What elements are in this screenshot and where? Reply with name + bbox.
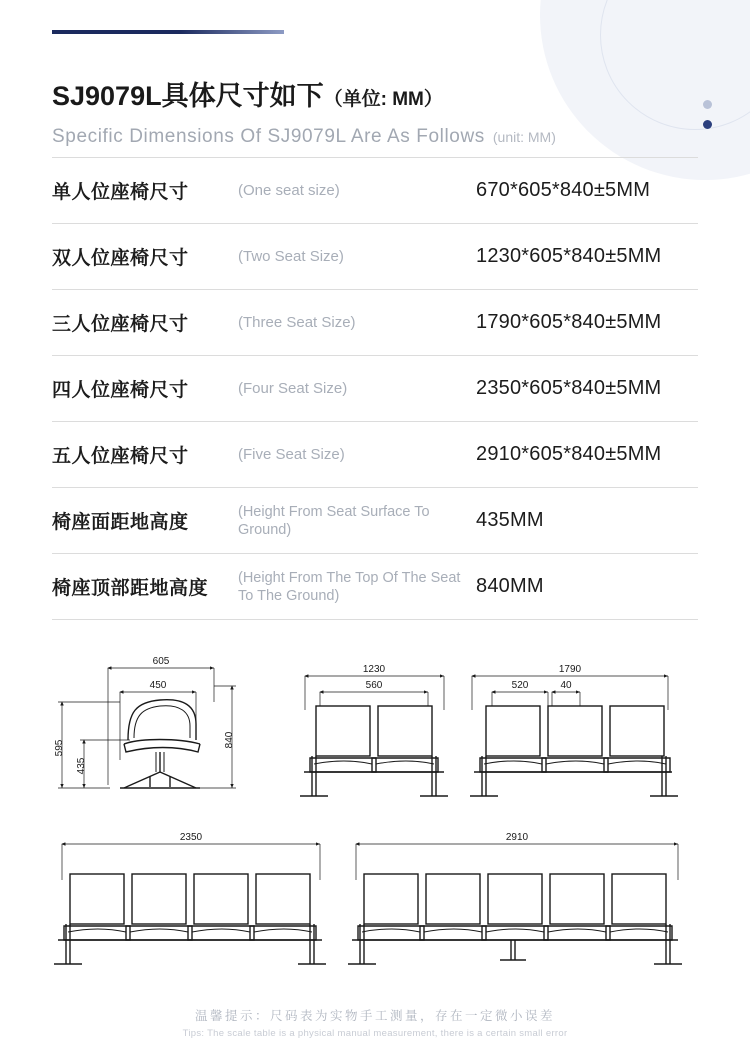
- dim-five-2910: 2910: [505, 832, 529, 843]
- page-header: [52, 74, 556, 148]
- table-row: [52, 554, 698, 620]
- decoration-dot-dark: [703, 120, 712, 129]
- table-row: [52, 488, 698, 554]
- row-label-en: (One seat size): [238, 181, 340, 199]
- dim-single-605: 605: [152, 656, 170, 667]
- row-label-en: (Height From Seat Surface To Ground): [238, 503, 430, 538]
- page-subtitle-unit-en: (unit: MM): [492, 129, 556, 145]
- row-label-cn: 单人位座椅尺寸: [52, 182, 189, 203]
- decoration-dot-light: [703, 100, 712, 109]
- row-value: 435MM: [476, 509, 544, 531]
- row-value: 2350*605*840±5MM: [476, 377, 662, 399]
- page-subtitle: [52, 126, 556, 148]
- row-label-cn: 椅座面距地高度: [52, 512, 189, 533]
- row-value: 1230*605*840±5MM: [476, 245, 662, 267]
- row-label-cn: 双人位座椅尺寸: [52, 248, 189, 269]
- row-label-cn: 椅座顶部距地高度: [52, 578, 209, 599]
- page-title-cn: SJ9079L具体尺寸如下: [52, 81, 324, 111]
- drawing-two-seat-front-view: [300, 664, 448, 796]
- table-row: [52, 422, 698, 488]
- page-title: [52, 74, 556, 113]
- drawing-five-seat-front-view: [348, 832, 682, 964]
- row-label-en: (Height From The Top Of The Seat To The Ground): [238, 569, 461, 604]
- dim-single-450: 450: [149, 680, 167, 691]
- row-label-cn: 五人位座椅尺寸: [52, 446, 189, 467]
- footer-note: [0, 1006, 750, 1039]
- dim-single-595: 595: [54, 739, 65, 757]
- page-subtitle-en: Specific Dimensions Of SJ9079L Are As Follows: [52, 126, 485, 147]
- table-row: [52, 158, 698, 224]
- row-value: 2910*605*840±5MM: [476, 443, 662, 465]
- dim-three-1790: 1790: [558, 664, 582, 675]
- dim-three-520: 520: [511, 680, 529, 691]
- row-label-en: (Two Seat Size): [238, 247, 344, 265]
- row-value: 840MM: [476, 575, 544, 597]
- drawing-three-seat-front-view: [470, 664, 678, 796]
- row-value: 670*605*840±5MM: [476, 179, 651, 201]
- table-row: [52, 356, 698, 422]
- page-title-unit-cn: （单位: MM）: [323, 89, 443, 110]
- row-label-en: (Four Seat Size): [238, 379, 348, 397]
- technical-drawings: [0, 640, 750, 1005]
- dim-two-1230: 1230: [362, 664, 386, 675]
- row-label-en: (Three Seat Size): [238, 313, 356, 331]
- drawing-single-seat-side-view: [54, 656, 236, 788]
- row-label-cn: 三人位座椅尺寸: [52, 314, 189, 335]
- footer-note-cn: 温馨提示：尺码表为实物手工测量，存在一定微小误差: [194, 1009, 555, 1023]
- row-label-cn: 四人位座椅尺寸: [52, 380, 189, 401]
- specifications-table: [52, 157, 698, 620]
- table-row: [52, 290, 698, 356]
- row-value: 1790*605*840±5MM: [476, 311, 662, 333]
- dim-single-840: 840: [224, 731, 235, 749]
- row-label-en: (Five Seat Size): [238, 445, 345, 463]
- footer-spacer: [0, 1049, 750, 1053]
- dim-three-40: 40: [560, 680, 572, 691]
- dim-four-2350: 2350: [179, 832, 203, 843]
- dim-single-435: 435: [76, 757, 87, 775]
- drawing-four-seat-front-view: [54, 832, 326, 964]
- table-row: [52, 224, 698, 290]
- top-accent-rule: [52, 30, 284, 34]
- footer-note-en: Tips: The scale table is a physical manual measurement, there is a certain small error: [182, 1028, 568, 1039]
- dim-two-560: 560: [365, 680, 383, 691]
